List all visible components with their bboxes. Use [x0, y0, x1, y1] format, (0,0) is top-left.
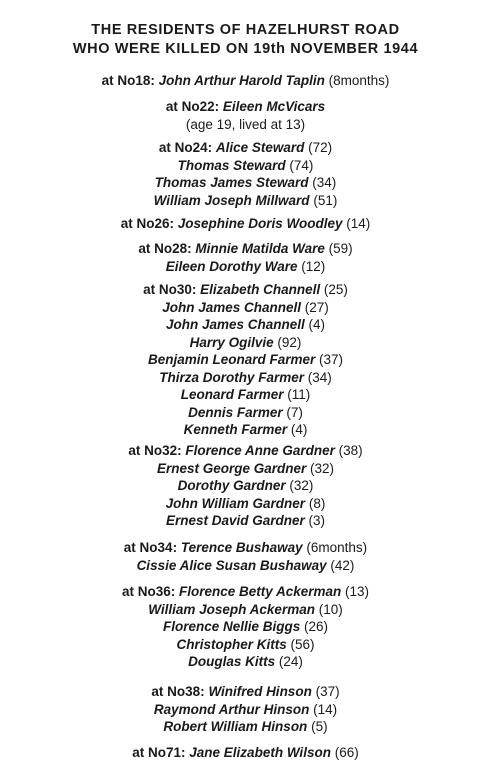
resident-name: Minnie Matilda Ware	[195, 241, 325, 256]
resident-name: Thirza Dorothy Farmer	[159, 369, 304, 385]
resident-name: Cissie Alice Susan Bushaway	[136, 557, 327, 573]
house-number: at No28:	[138, 241, 192, 256]
resident-line	[0, 300, 491, 316]
resident-name: John William Gardner	[165, 495, 306, 511]
house-number: at No30:	[143, 282, 197, 297]
title-line-1: THE RESIDENTS OF HAZELHURST ROAD	[91, 22, 400, 38]
resident-age: (7)	[286, 404, 303, 420]
house-number: at No26:	[120, 216, 174, 231]
resident-name: Thomas James Steward	[154, 175, 309, 190]
resident-line	[0, 422, 491, 438]
resident-line	[0, 335, 491, 351]
house-number: at No36:	[121, 584, 176, 599]
resident-name: Ernest David Gardner	[165, 513, 305, 528]
resident-name: Robert William Hinson	[163, 719, 308, 734]
resident-age: (14)	[313, 701, 338, 717]
resident-name: Elizabeth Channell	[200, 282, 321, 297]
resident-name: Eileen McVicars	[222, 99, 326, 114]
resident-line	[0, 684, 491, 700]
resident-line	[0, 216, 491, 232]
resident-age: (34)	[307, 369, 332, 385]
resident-name: Josephine Doris Woodley	[177, 216, 343, 231]
house-number: at No22:	[165, 99, 220, 114]
resident-age: (34)	[312, 175, 337, 190]
resident-age: (4)	[290, 422, 308, 437]
resident-age: (4)	[308, 317, 326, 332]
resident-name: Douglas Kitts	[188, 654, 276, 669]
resident-name: Jane Elizabeth Wilson	[189, 745, 331, 760]
resident-name: Florence Nellie Biggs	[162, 619, 301, 634]
resident-name: Leonard Farmer	[180, 387, 284, 402]
resident-age: (24)	[278, 654, 303, 669]
resident-name: John James Channell	[162, 299, 301, 315]
resident-name: Winifred Hinson	[208, 684, 312, 699]
house-number: at No38:	[151, 684, 205, 699]
resident-line	[0, 352, 491, 368]
house-number: at No71:	[132, 745, 186, 760]
resident-age: (74)	[289, 157, 314, 173]
resident-name: Benjamin Leonard Farmer	[147, 352, 316, 367]
resident-line	[0, 443, 491, 459]
resident-name: William Joseph Ackerman	[148, 601, 315, 617]
resident-age: (56)	[290, 636, 315, 652]
resident-line	[0, 702, 491, 718]
resident-age: (8months)	[328, 73, 390, 88]
resident-age: (92)	[277, 334, 302, 350]
resident-age: (59)	[328, 241, 353, 256]
resident-age: (25)	[323, 282, 348, 297]
resident-line	[0, 637, 491, 653]
resident-line	[0, 496, 491, 512]
resident-age: (32)	[310, 460, 335, 476]
resident-age: (12)	[301, 258, 326, 274]
resident-age: (37)	[315, 684, 340, 699]
resident-age: (32)	[289, 478, 314, 493]
resident-name: William Joseph Millward	[153, 192, 310, 208]
resident-line	[0, 241, 491, 257]
house-number: at No24:	[158, 140, 213, 155]
resident-name: Alice Steward	[215, 140, 305, 155]
resident-name: John Arthur Harold Taplin	[158, 73, 325, 88]
resident-line	[0, 370, 491, 386]
resident-line	[0, 654, 491, 670]
resident-name: Terence Bushaway	[180, 540, 303, 555]
resident-line	[0, 282, 491, 298]
resident-name: Dorothy Gardner	[177, 478, 286, 493]
resident-age: (8)	[308, 495, 326, 511]
resident-line	[0, 558, 491, 574]
house-number: at No18:	[101, 73, 155, 88]
resident-age: (6months)	[306, 540, 368, 555]
resident-line	[0, 540, 491, 556]
resident-age: (10)	[318, 601, 343, 617]
resident-line	[0, 193, 491, 209]
resident-line	[0, 619, 491, 635]
resident-line	[0, 259, 491, 275]
resident-age: (11)	[287, 387, 311, 402]
resident-age: (14)	[346, 216, 371, 231]
resident-name: Ernest George Gardner	[156, 460, 307, 476]
resident-line	[0, 719, 491, 735]
resident-line	[0, 584, 491, 600]
resident-age: (37)	[319, 352, 344, 367]
resident-line	[0, 73, 491, 89]
resident-name: Raymond Arthur Hinson	[153, 701, 310, 717]
resident-line	[0, 317, 491, 333]
resident-age: (5)	[311, 719, 328, 734]
resident-name: Kenneth Farmer	[183, 422, 288, 437]
resident-name: Dennis Farmer	[188, 404, 283, 420]
resident-age: (66)	[334, 745, 359, 760]
resident-line	[0, 478, 491, 494]
resident-line	[0, 405, 491, 421]
resident-age: (38)	[338, 443, 363, 458]
resident-age: (26)	[304, 619, 329, 634]
house-number: at No34:	[123, 540, 178, 555]
resident-name: Christopher Kitts	[176, 636, 287, 652]
resident-line	[0, 602, 491, 618]
resident-name: Florence Betty Ackerman	[178, 584, 342, 599]
resident-line	[0, 461, 491, 477]
resident-line	[0, 175, 491, 191]
resident-age: (age 19, lived at 13)	[185, 116, 306, 132]
resident-name: John James Channell	[165, 317, 305, 332]
resident-line	[0, 99, 491, 115]
resident-line	[0, 513, 491, 529]
resident-name: Florence Anne Gardner	[185, 443, 335, 458]
title-line-2: WHO WERE KILLED ON 19th NOVEMBER 1944	[72, 41, 419, 57]
resident-age: (42)	[330, 557, 355, 573]
resident-age: (51)	[313, 192, 338, 208]
resident-age: (27)	[304, 299, 329, 315]
resident-line	[0, 158, 491, 174]
resident-age: (3)	[308, 513, 326, 528]
resident-line	[0, 117, 491, 133]
resident-line	[0, 745, 491, 761]
resident-name: Harry Ogilvie	[189, 334, 274, 350]
resident-name: Thomas Steward	[177, 157, 286, 173]
resident-age: (13)	[345, 584, 370, 599]
resident-line	[0, 140, 491, 156]
resident-name: Eileen Dorothy Ware	[165, 258, 298, 274]
house-number: at No32:	[128, 443, 182, 458]
resident-age: (72)	[308, 140, 333, 155]
resident-line	[0, 387, 491, 403]
